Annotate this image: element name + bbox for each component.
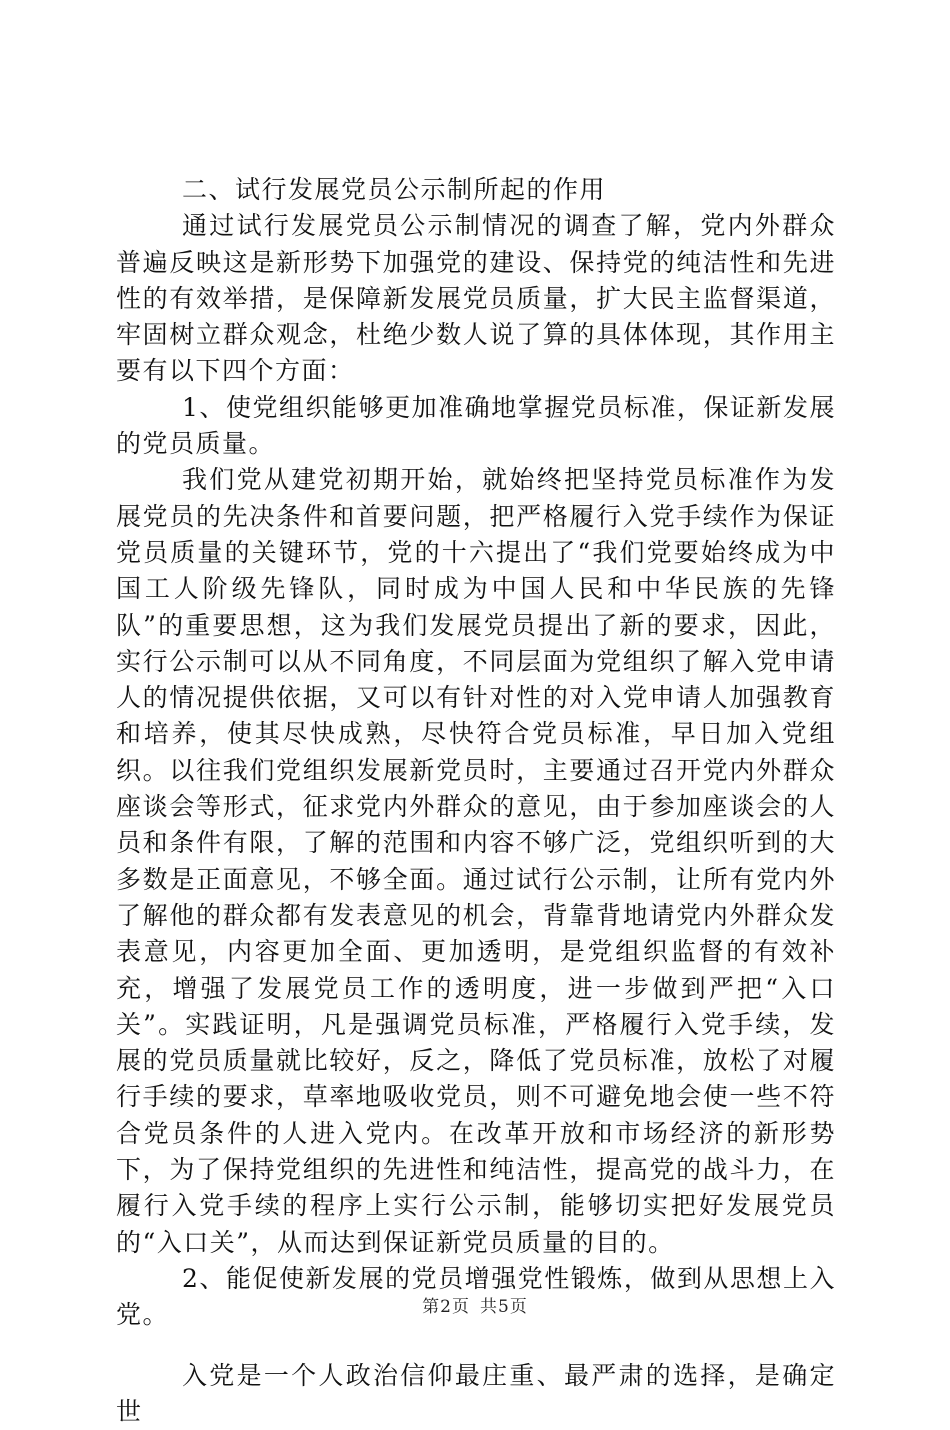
page-number-total: 共5页 — [480, 1297, 528, 1317]
page-number-current: 第2页 — [422, 1297, 470, 1317]
paragraph-point-2-body: 入党是一个人政治信仰最庄重、最严肃的选择，是确定世 — [116, 1358, 836, 1430]
page-footer — [0, 1292, 950, 1317]
paragraph-point-1-body: 我们党从建党初期开始，就始终把坚持党员标准作为发展党员的先决条件和首要问题，把严格履行入党手续作为保证党员质量的关键环节，党的十六提出了“我们党要始终成为中国工人阶级先锋队，同时成为中国人民和中华民族的先锋队”的重要思想，这为我们发展党员提出了新的要求，因此，实行公示制可以从不同角度，不同层面为党组织了解入党申请人的情况提供依据，又可以有针对性的对入党申请人加强教育和培养，使其尽快成熟，尽快符合党员标准，早日加入党组织。以往我们党组织发展新党员时，主要通过召开党内外群众座谈会等形式，征求党内外群众的意见，由于参加座谈会的人员和条件有限，了解的范围和内容不够广泛，党组织听到的大多数是正面意见，不够全面。通过试行公示制，让所有党内外了解他的群众都有发表意见的机会，背靠背地请党内外群众发表意见，内容更加全面、更加透明，是党组织监督的有效补充，增强了发展党员工作的透明度，进一步做到严把“入口关”。实践证明，凡是强调党员标准，严格履行入党手续，发展的党员质量就比较好，反之，降低了党员标准，放松了对履行手续的要求，草率地吸收党员，则不可避免地会使一些不符合党员条件的人进入党内。在改革开放和市场经济的新形势下，为了保持党组织的先进性和纯洁性，提高党的战斗力，在履行入党手续的程序上实行公示制，能够切实把好发展党员的“入口关”，从而达到保证新党员质量的目的。 — [116, 462, 836, 1261]
paragraph-point-2-title: 2、能促使新发展的党员增强党性锻炼，做到从思想上入党。 — [116, 1261, 836, 1334]
paragraph-intro: 通过试行发展党员公示制情况的调查了解，党内外群众普遍反映这是新形势下加强党的建设、保持党的纯洁性和先进性的有效举措，是保障新发展党员质量，扩大民主监督渠道，牢固树立群众观念，杜绝少数人说了算的具体体现，其作用主要有以下四个方面： — [116, 208, 836, 389]
paragraph-point-1-title: 1、使党组织能够更加准确地掌握党员标准，保证新发展的党员质量。 — [116, 390, 836, 463]
document-body — [116, 172, 836, 1430]
section-heading: 二、试行发展党员公示制所起的作用 — [116, 172, 836, 208]
